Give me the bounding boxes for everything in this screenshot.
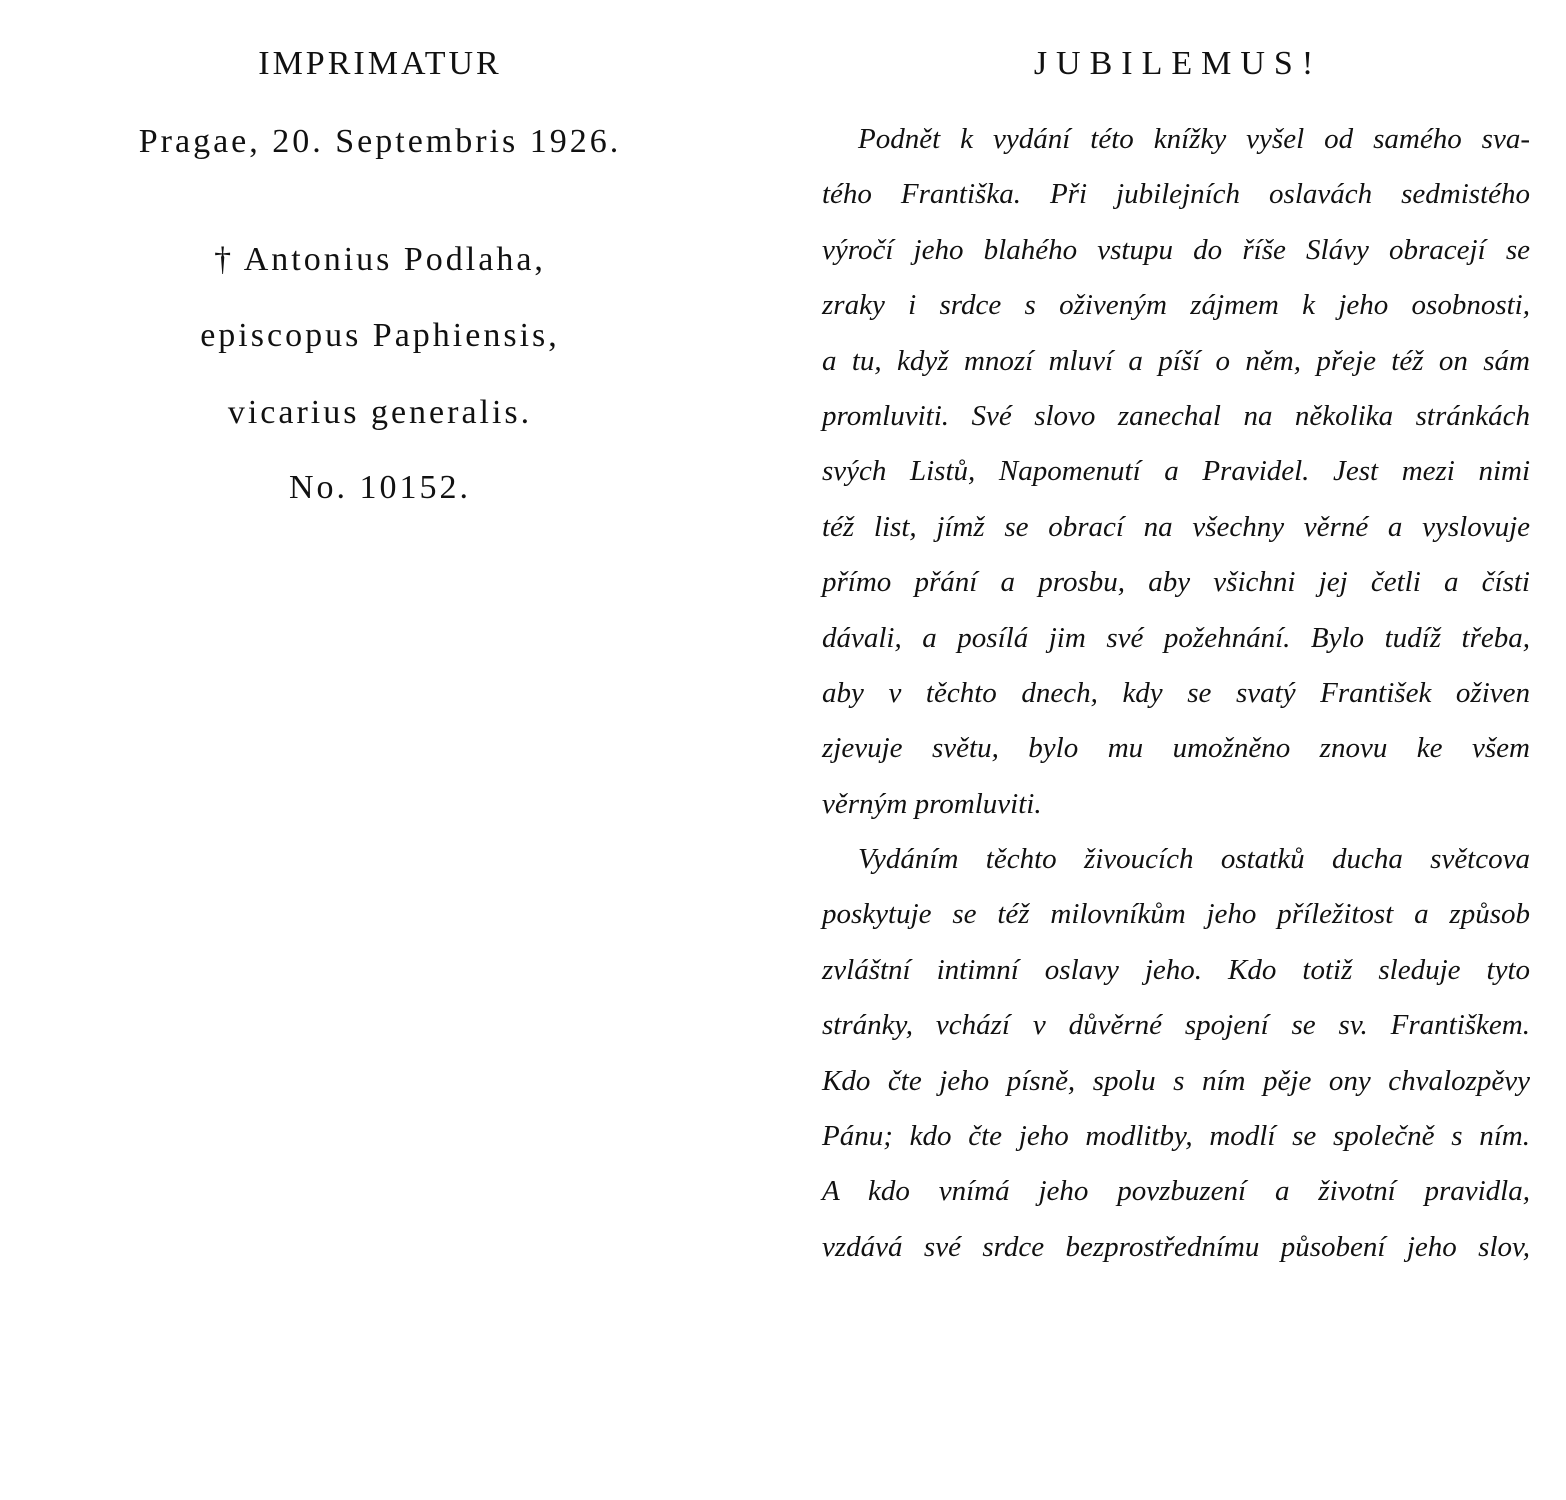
text-line: promluviti. Své slovo zanechal na několika stránkách [822, 399, 1530, 432]
imprimatur-bishop-name: † Antonius Podlaha, [214, 241, 546, 278]
right-page [790, 0, 1566, 1500]
body-text [822, 112, 1530, 1275]
text-line: poskytuje se též milovníkům jeho příležitost a způsob [822, 898, 1530, 931]
text-line: věrným promluviti. [822, 787, 1042, 820]
text-line: svých Listů, Napomenutí a Pravidel. Jest mezi nimi [822, 455, 1530, 488]
text-line: dávali, a posílá jim své požehnání. Bylo tudíž třeba, [822, 621, 1530, 654]
imprimatur-date: Pragae, 20. Septembris 1926. [138, 123, 622, 160]
text-line: Podnět k vydání této knížky vyšel od samého sva- [858, 123, 1530, 155]
text-line: zjevuje světu, bylo mu umožněno znovu ke všem [822, 732, 1530, 765]
text-line: Vydáním těchto živoucích ostatků ducha světcova [858, 843, 1530, 876]
jubilemus-heading: JUBILEMUS! [1033, 45, 1323, 82]
text-line: stránky, vchází v důvěrné spojení se sv. Františkem. [822, 1009, 1530, 1042]
text-line: aby v těchto dnech, kdy se svatý František oživen [822, 676, 1530, 709]
imprimatur-vicar-title: vicarius generalis. [227, 394, 533, 431]
text-line: Pánu; kdo čte jeho modlitby, modlí se společně s ním. [822, 1120, 1530, 1153]
imprimatur-bishop-office: episcopus Paphiensis, [200, 317, 560, 354]
text-line: přímo přání a prosbu, aby všichni jej četli a čísti [822, 566, 1530, 599]
text-line: zvláštní intimní oslavy jeho. Kdo totiž sleduje tyto [822, 953, 1530, 986]
imprimatur-heading: IMPRIMATUR [258, 45, 502, 82]
text-line: a tu, když mnozí mluví a píší o něm, přeje též on sám [822, 344, 1530, 377]
text-line: zraky i srdce s oživeným zájmem k jeho osobnosti, [822, 289, 1530, 322]
text-line: výročí jeho blahého vstupu do říše Slávy obracejí se [822, 233, 1530, 266]
text-line: A kdo vnímá jeho povzbuzení a životní pravidla, [822, 1175, 1530, 1208]
text-line: Kdo čte jeho písně, spolu s ním pěje ony chvalozpěvy [822, 1064, 1530, 1097]
text-line: vzdává své srdce bezprostřednímu působení jeho slov, [822, 1230, 1530, 1263]
left-page [0, 0, 760, 1500]
text-line: též list, jímž se obrací na všechny věrné a vyslovuje [822, 510, 1530, 543]
text-line: tého Františka. Při jubilejních oslavách sedmistého [822, 178, 1530, 211]
imprimatur-number: No. 10152. [288, 469, 472, 506]
